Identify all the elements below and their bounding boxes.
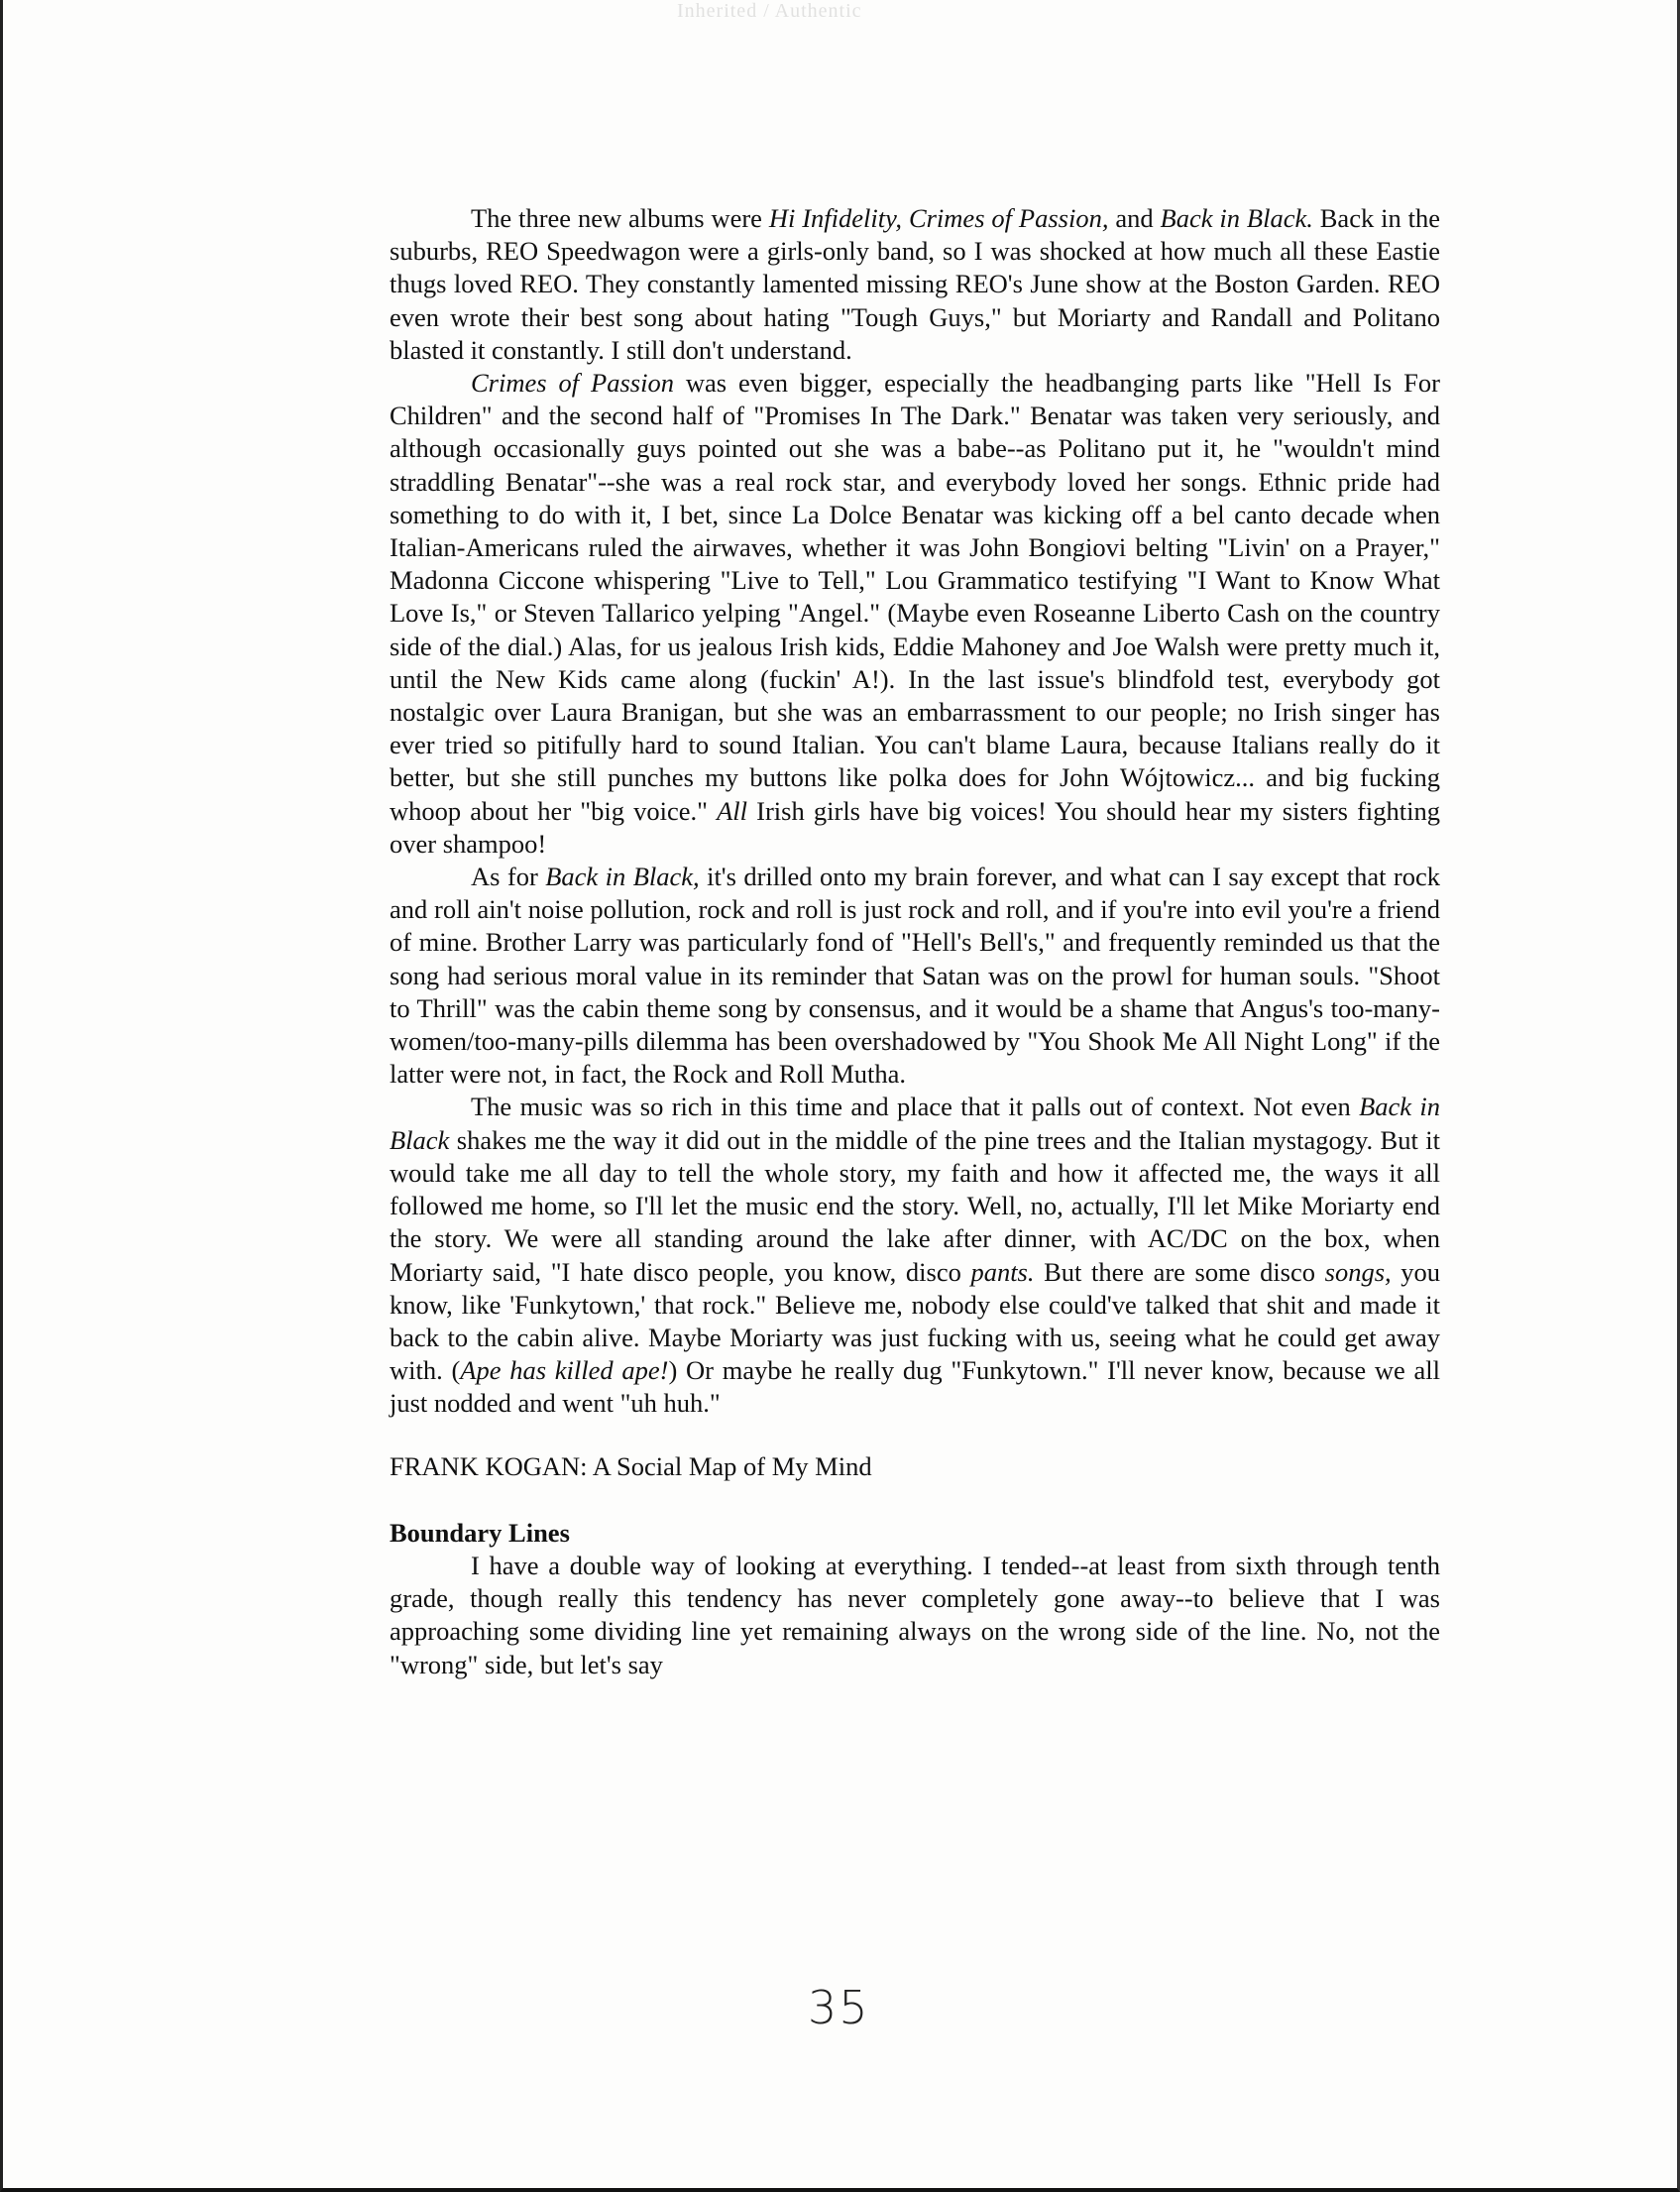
italic-run: Crimes of Passion [471,368,674,399]
article-title: A Social Map of My Mind [592,1450,872,1481]
text-run: The three new albums were [471,203,769,233]
text-run: Irish girls have big voices! You should hear my sisters fighting over shampoo! [390,795,1441,859]
italic-run: All [717,795,748,826]
article-body [390,202,1440,1681]
italic-run: Back in Black [390,1092,1441,1155]
text-run: was even bigger, especially the headbanging parts like "Hell Is For Children" and the second half of "Promises In The Dark." Benatar was taken very seriously, and although occasionally guys pointed out she was a babe--as Politano put it, he "wouldn't mind straddling Benatar"--she was a real rock star, and everybody loved her songs. Ethnic pride had something to do with it, I bet, since La Dolce Benatar was kicking off a bel canto decade when Italian-Americans ruled the airwaves, whether it was John Bongiovi belting "Livin' on a Prayer," Madonna Ciccone whispering "Live to Tell," Lou Grammatico testifying "I Want to Know What Love Is," or Steven Tallarico yelping "Angel." (Maybe even Roseanne Liberto Cash on the country side of the dial.) Alas, for us jealous Irish kids, Eddie Mahoney and Joe Walsh were pretty much it, until the New Kids came along (fuckin' A!). In the last issue's blindfold test, everybody got nostalgic over Laura Branigan, but she was an embarrassment to our people; no Irish singer has ever tried so pitifully hard to sound Italian. You can't blame Laura, because Italians really do it better, but she still punches my buttons like polka does for John Wójtowicz... and big fucking whoop about her "big voice." [390,368,1440,826]
text-run: But there are some disco [1034,1256,1325,1287]
text-run: and [1108,203,1161,233]
italic-run: Ape has killed ape! [460,1355,669,1386]
page-number: 35 [808,1981,870,2034]
text-run: Back in the suburbs, REO Speedwagon were a girls-only band, so I was shocked at how much all these Eastie thugs loved REO. They constantly lamented missing REO's June show at the Boston Garden. REO even wrote their best song about hating "Tough Guys," but Moriarty and Randall and Politano blasted it constantly. I still don't understand. [390,203,1440,365]
text-run: you know, like 'Funkytown,' that rock." Believe me, nobody else could've talked that shit and made it back to the cabin alive. Maybe Moriarty was just fucking with us, seeing what he could get away with. ( [390,1256,1440,1386]
text-run: ) Or maybe he really dug "Funkytown." I'll never know, because we all just nodded and went "uh huh." [390,1355,1440,1419]
body-paragraph [390,367,1440,861]
italic-run: Back in Black. [1160,203,1313,233]
author-name: FRANK KOGAN: [390,1450,588,1481]
final-paragraph: I have a double way of looking at everything. I tended--at least from sixth through tenth grade, though really this tendency has never completely gone away--to believe that I was approaching some dividing line yet remaining always on the wrong side of the line. No, not the "wrong" side, but let's say [390,1550,1440,1679]
body-paragraph [390,1091,1440,1420]
italic-run: Hi Infidelity, Crimes of Passion, [768,203,1109,233]
article-paragraphs [390,202,1440,1421]
text-run: The music was so rich in this time and place that it palls out of context. Not even [471,1092,1360,1122]
body-paragraph [390,861,1440,1091]
italic-run: pants. [970,1256,1035,1287]
italic-run: songs, [1324,1256,1392,1287]
author-heading [390,1450,1440,1483]
section-heading: Boundary Lines [390,1517,570,1548]
bleed-through-text: Inherited / Authentic [677,0,862,22]
italic-run: Back in Black, [545,862,700,892]
text-run: As for [471,862,546,892]
text-run: shakes me the way it did out in the middle of the pine trees and the Italian mystagogy. But it would take me all day to tell the whole story, my faith and how it affected me, the ways it all followed me home, so I'll let the music end the story. Well, no, actually, I'll let Mike Moriarty end the story. We were all standing around the lake after dinner, with AC/DC on the box, when Moriarty said, "I hate disco people, you know, disco [390,1124,1440,1287]
body-paragraph [390,202,1440,367]
text-run: it's drilled onto my brain forever, and what can I say except that rock and roll ain't noise pollution, rock and roll is just rock and roll, and if you're into evil you're a friend of mine. Brother Larry was particularly fond of "Hell's Bell's," and frequently reminded us that the song had serious moral value in its reminder that Satan was on the prowl for human souls. "Shoot to Thrill" was the cabin theme song by consensus, and it would be a shame that Angus's too-many-women/too-many-pills dilemma has been overshadowed by "You Shook Me All Night Long" if the latter were not, in fact, the Rock and Roll Mutha. [390,862,1440,1090]
